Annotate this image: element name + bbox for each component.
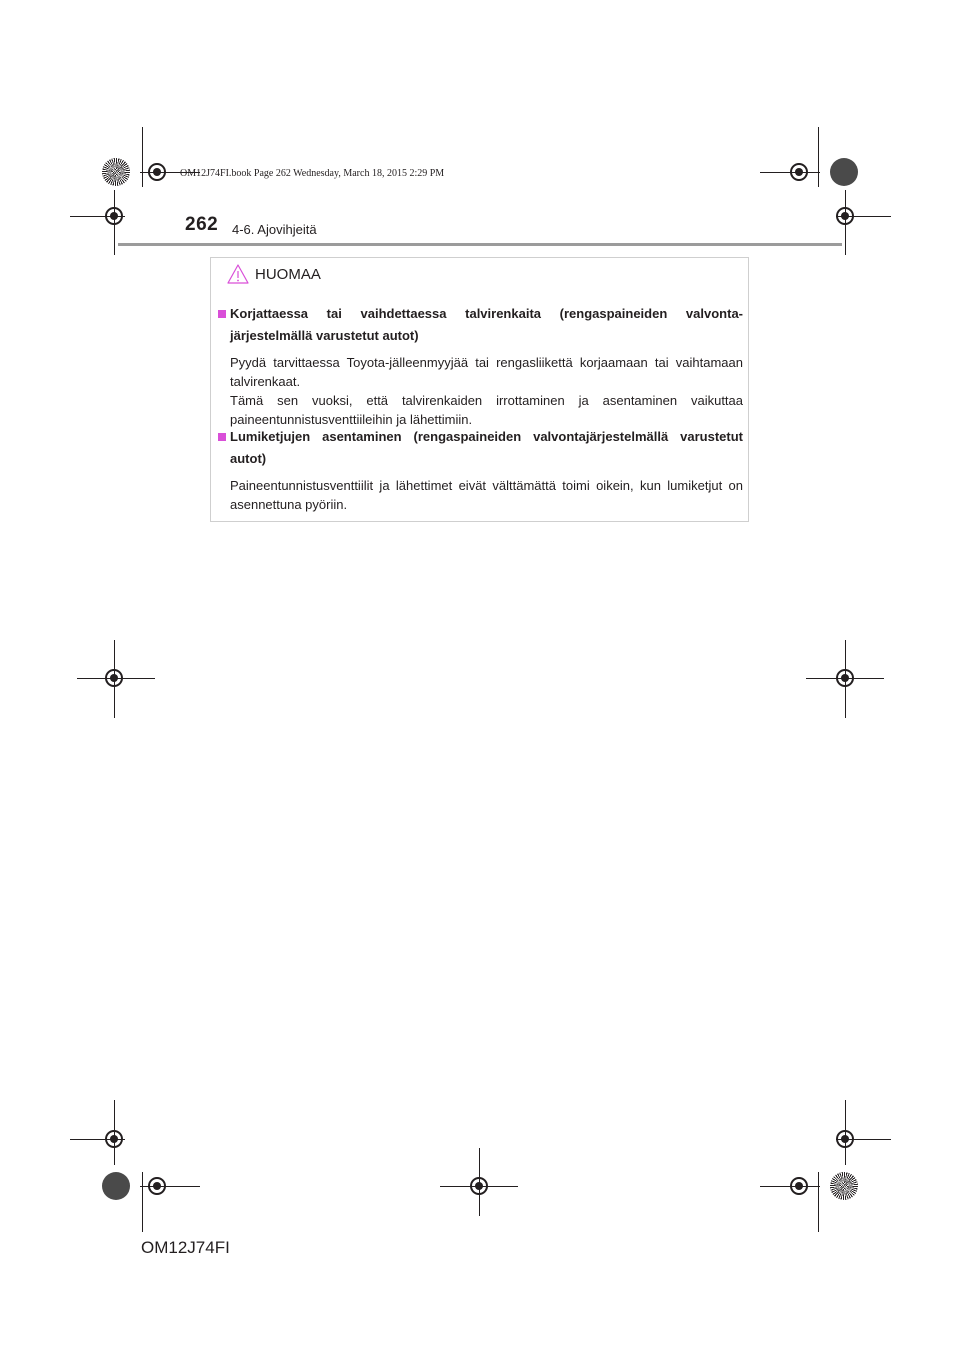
header-rule: [118, 243, 842, 246]
registration-cross-icon: [787, 160, 811, 184]
notice-item-body: [230, 353, 743, 429]
warning-triangle-icon: [227, 264, 249, 284]
registration-cross-icon: [102, 204, 126, 228]
registration-cross-icon: [787, 1174, 811, 1198]
registration-disc-icon: [102, 1172, 130, 1200]
registration-cross-icon: [102, 1127, 126, 1151]
section-title: 4-6. Ajovihjeitä: [232, 222, 317, 237]
notice-paragraph: Pyydä tarvittaessa Toyota-jälleenmyyjää tai rengasliikettä korjaamaan tai vaihtamaan talvirenkaat.: [230, 355, 743, 389]
bullet-square-icon: [218, 433, 226, 441]
registration-cross-icon: [833, 1127, 857, 1151]
notice-paragraph: Tämä sen vuoksi, että talvirenkaiden irrottaminen ja asentaminen vaikuttaa paineentunnistusventtiileihin ja lähettimiin.: [230, 393, 743, 427]
crop-mark: [142, 1172, 143, 1232]
registration-cross-icon: [833, 666, 857, 690]
registration-cross-icon: [833, 204, 857, 228]
notice-item: [218, 426, 743, 514]
bullet-square-icon: [218, 310, 226, 318]
registration-cross-icon: [145, 1174, 169, 1198]
crop-mark: [818, 127, 819, 187]
registration-sunburst-icon: [102, 158, 130, 186]
page-number: 262: [185, 214, 219, 235]
document-code: OM12J74FI: [141, 1238, 230, 1257]
notice-item-body: [230, 476, 743, 514]
notice-box: [210, 257, 749, 522]
notice-item-heading-text: Lumiketjujen asentaminen (rengaspaineiden valvontajärjestelmällä varustetut autot): [230, 429, 743, 466]
registration-sunburst-icon: [830, 1172, 858, 1200]
notice-item: [218, 303, 743, 429]
notice-header: [227, 260, 321, 288]
crop-mark: [818, 1172, 819, 1232]
notice-item-heading: [218, 426, 743, 470]
notice-item-heading: [218, 303, 743, 347]
registration-cross-icon: [145, 160, 169, 184]
registration-cross-icon: [102, 666, 126, 690]
notice-paragraph: Paineentunnistusventtiilit ja lähettimet eivät välttämättä toimi oikein, kun lumiketjut on asennettuna pyöriin.: [230, 478, 743, 512]
registration-cross-icon: [467, 1174, 491, 1198]
crop-mark: [142, 127, 143, 187]
notice-item-heading-text: Korjattaessa tai vaihdettaessa talvirenkaita (rengaspaineiden valvonta-järjestelmällä varustetut autot): [230, 306, 743, 343]
notice-title: HUOMAA: [255, 265, 321, 283]
book-info-line: OM12J74FI.book Page 262 Wednesday, March 18, 2015 2:29 PM: [180, 168, 445, 179]
registration-disc-icon: [830, 158, 858, 186]
